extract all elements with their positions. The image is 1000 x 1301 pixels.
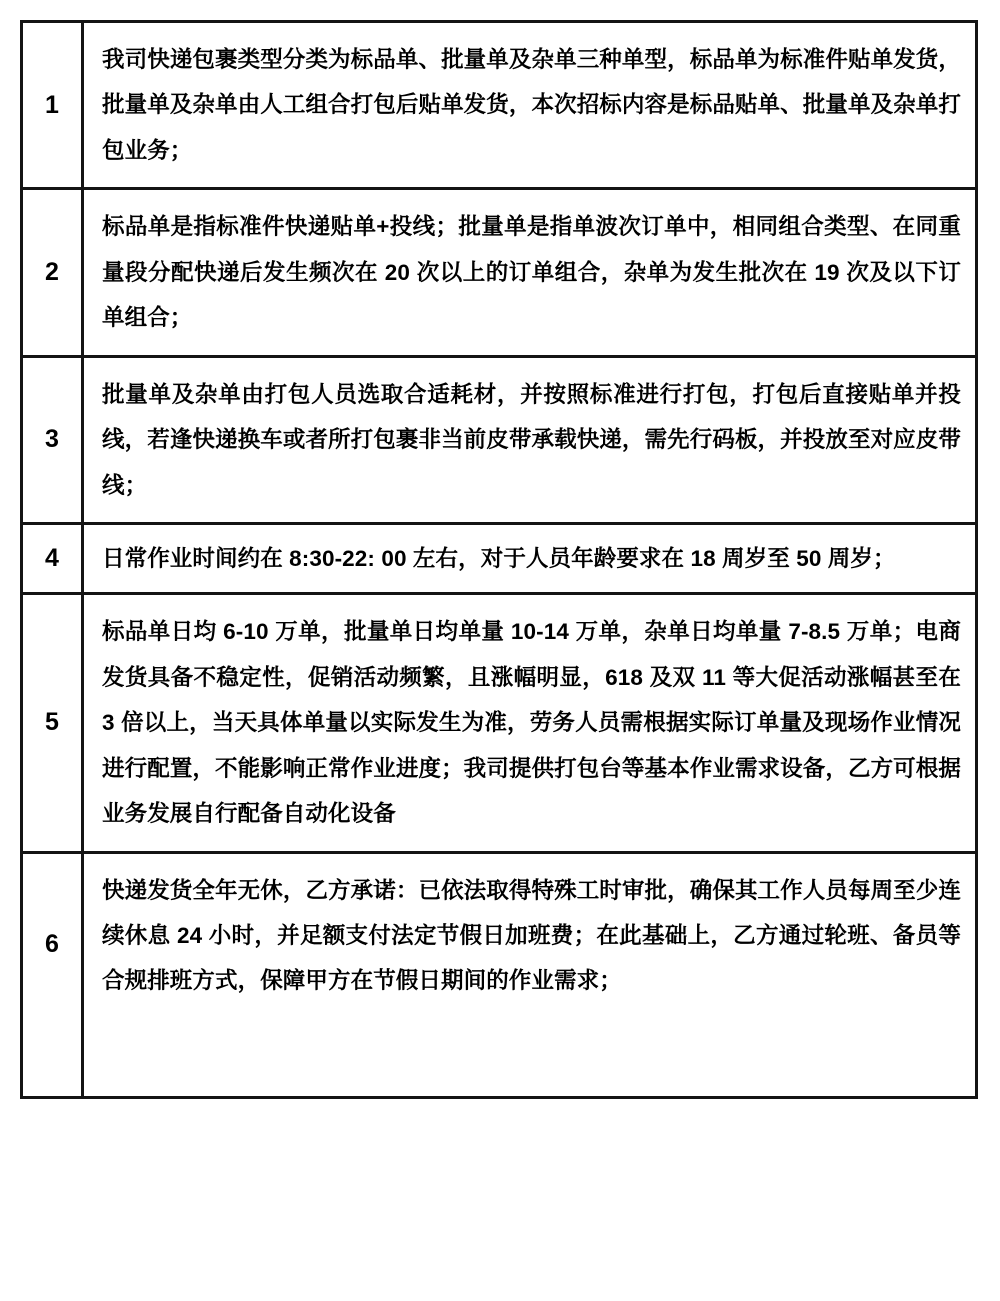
row-index-cell: 2 bbox=[22, 189, 83, 356]
table-row bbox=[22, 594, 977, 852]
row-index-cell: 4 bbox=[22, 523, 83, 593]
row-content-cell bbox=[83, 852, 977, 1097]
row-content-cell bbox=[83, 22, 977, 189]
table-row bbox=[22, 22, 977, 189]
row-content-text: 我司快递包裹类型分类为标品单、批量单及杂单三种单型，标品单为标准件贴单发货，批量单及杂单由人工组合打包后贴单发货，本次招标内容是标品贴单、批量单及杂单打包业务； bbox=[102, 47, 961, 163]
table-row bbox=[22, 852, 977, 1097]
row-content-text: 快递发货全年无休，乙方承诺：已依法取得特殊工时审批，确保其工作人员每周至少连续休息 24 小时，并足额支付法定节假日加班费；在此基础上，乙方通过轮班、备员等合规排班方式，保障甲方在节假日期间的作业需求； bbox=[102, 877, 961, 994]
row-index-cell: 5 bbox=[22, 594, 83, 852]
table-row bbox=[22, 523, 977, 593]
row-content-text: 标品单日均 6-10 万单，批量单日均单量 10-14 万单，杂单日均单量 7-8.5 万单；电商发货具备不稳定性，促销活动频繁，且涨幅明显，618 及双 11 等大促活动涨幅甚至在 3 倍以上，当天具体单量以实际发生为准，劳务人员需根据实际订单量及现场作业情况进行配置，不能影响正常作业进度；我司提供打包台等基本作业需求设备，乙方可根据业务发展自行配备自动化设备 bbox=[102, 619, 968, 827]
row-index-cell: 3 bbox=[22, 356, 83, 523]
row-content-cell bbox=[83, 523, 977, 593]
row-content-text: 日常作业时间约在 8:30-22: 00 左右，对于人员年龄要求在 18 周岁至 50 周岁； bbox=[102, 545, 896, 571]
row-content-cell bbox=[83, 189, 977, 356]
row-content-text: 批量单及杂单由打包人员选取合适耗材，并按照标准进行打包，打包后直接贴单并投线，若逢快递换车或者所打包裹非当前皮带承载快递，需先行码板，并投放至对应皮带线； bbox=[102, 381, 961, 498]
table-row bbox=[22, 189, 977, 356]
table-row bbox=[22, 356, 977, 523]
table-body bbox=[22, 22, 977, 1098]
requirements-table bbox=[20, 20, 978, 1099]
row-content-cell bbox=[83, 356, 977, 523]
row-content-text: 标品单是指标准件快递贴单+投线；批量单是指单波次订单中，相同组合类型、在同重量段分配快递后发生频次在 20 次以上的订单组合，杂单为发生批次在 19 次及以下订单组合； bbox=[102, 214, 961, 331]
row-content-cell bbox=[83, 594, 977, 852]
row-index-cell: 6 bbox=[22, 852, 83, 1097]
row-index-cell: 1 bbox=[22, 22, 83, 189]
